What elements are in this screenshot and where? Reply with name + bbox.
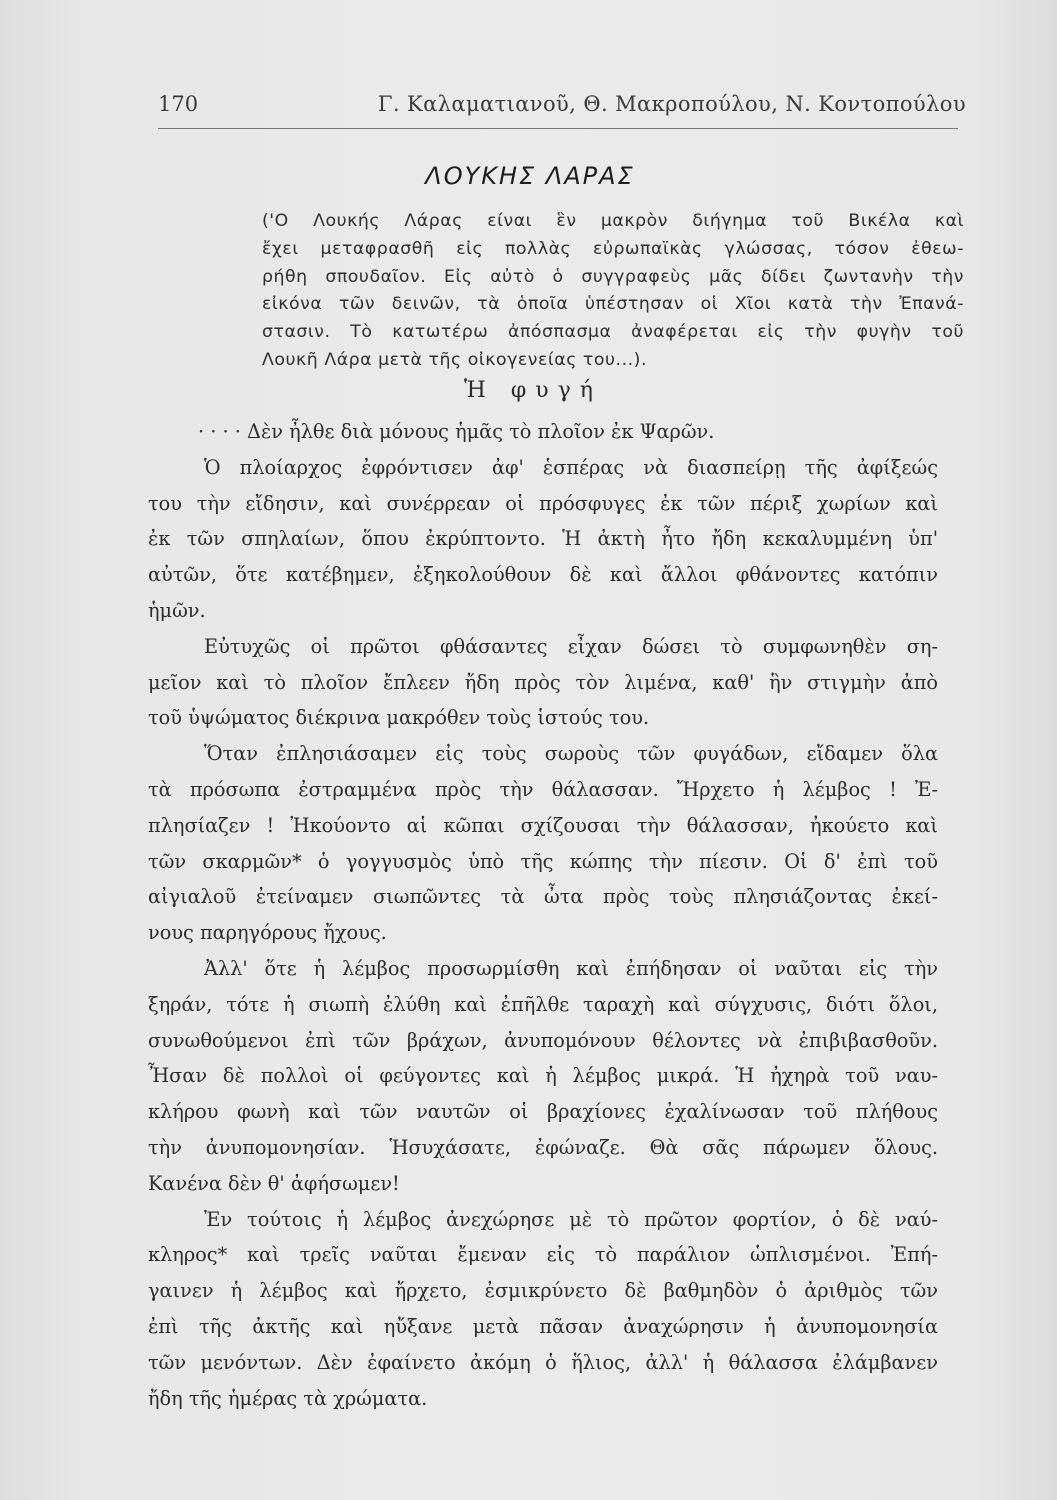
text-line: νους παρηγόρους ἤχους.	[148, 921, 387, 945]
text-line: γαινεν ἡ λέμβος καὶ ἤρχετο, ἐσμικρύνετο δὲ βαθμηδὸν ὁ ἀριθμὸς τῶν	[148, 1279, 938, 1303]
text-line: του τὴν εἴδησιν, καὶ συνέρρεαν οἱ πρόσφυγες ἐκ τῶν πέριξ χωρίων καὶ	[148, 491, 938, 515]
intro-paragraph	[262, 208, 964, 375]
header-authors: Γ. Καλαματιανοῦ, Θ. Μακροπούλου, Ν. Κοντοπούλου	[377, 92, 966, 116]
text-line: Εὐτυχῶς οἱ πρῶτοι φθάσαντες εἶχαν δώσει τὸ συμφωνηθὲν ση-	[204, 634, 938, 658]
running-header	[158, 88, 966, 129]
text-line: τὴν ἀνυπομονησίαν. Ἡσυχάσατε, ἐφώναζε. Θὰ σᾶς πάρωμεν ὅλους.	[148, 1135, 938, 1159]
text-line: Κανένα δὲν θ' ἀφήσωμεν!	[148, 1171, 400, 1195]
intro-line: Λουκῆ Λάρα μετὰ τῆς οἰκογενείας του...).	[262, 349, 648, 370]
text-line: ξηράν, τότε ἡ σιωπὴ ἐλύθη καὶ ἐπῆλθε ταραχὴ καὶ σύγχυσις, διότι ὅλοι,	[148, 992, 938, 1016]
text-line: συνωθούμενοι ἐπὶ τῶν βράχων, ἀνυπομόνουν θέλοντες νὰ ἐπιβιβασθοῦν.	[148, 1028, 938, 1052]
text-line: Ἀλλ' ὅτε ἡ λέμβος προσωρμίσθη καὶ ἐπήδησαν οἱ ναῦται εἰς τὴν	[204, 956, 938, 980]
text-line: μεῖον καὶ τὸ πλοῖον ἔπλεεν ἤδη πρὸς τὸν λιμένα, καθ' ἣν στιγμὴν ἀπὸ	[148, 670, 938, 694]
intro-line: ρήθη σπουδαῖον. Εἰς αὐτὸ ὁ συγγραφεὺς μᾶς δίδει ζωντανὴν τὴν	[262, 266, 964, 287]
text-line: αὐτῶν, ὅτε κατέβημεν, ἐξηκολούθουν δὲ καὶ ἄλλοι φθάνοντες κατόπιν	[148, 563, 938, 587]
text-line: τοῦ ὑψώματος διέκρινα μακρόθεν τοὺς ἱστούς του.	[148, 706, 650, 730]
subtitle: Ἡ φυγή	[464, 378, 602, 403]
intro-line: ἔχει μεταφρασθῆ εἰς πολλὰς εὐρωπαϊκὰς γλώσσας, τόσον ἐθεω-	[262, 238, 964, 259]
text-line: τῶν σκαρμῶν* ὁ γογγυσμὸς ὑπὸ τῆς κώπης τὴν πίεσιν. Οἱ δ' ἐπὶ τοῦ	[148, 849, 938, 873]
text-line: τῶν μενόντων. Δὲν ἐφαίνετο ἀκόμη ὁ ἥλιος, ἀλλ' ἡ θάλασσα ἐλάμβανεν	[148, 1350, 938, 1374]
text-line: Ὁ πλοίαρχος ἐφρόντισεν ἀφ' ἑσπέρας νὰ διασπείρῃ τῆς ἀφίξεώς	[204, 455, 938, 479]
text-line: Ἐν τούτοις ἡ λέμβος ἀνεχώρησε μὲ τὸ πρῶτον φορτίον, ὁ δὲ ναύ-	[204, 1207, 938, 1231]
intro-line: ('Ο Λουκής Λάρας είναι ἓν μακρὸν διήγημα τοῦ Βικέλα καὶ	[262, 211, 964, 231]
text-line: τὰ πρόσωπα ἐστραμμένα πρὸς τὴν θάλασσαν. Ἤρχετο ἡ λέμβος ! Ἐ-	[148, 777, 938, 801]
section-title: ΛΟΥΚΗΣ ΛΑΡΑΣ	[425, 162, 635, 190]
text-line: Ὅταν ἐπλησιάσαμεν εἰς τοὺς σωροὺς τῶν φυγάδων, εἴδαμεν ὅλα	[204, 742, 938, 766]
text-line: κλήρου φωνὴ καὶ τῶν ναυτῶν οἱ βραχίονες ἐχαλίνωσαν τοῦ πλήθους	[148, 1100, 938, 1124]
text-line: αἰγιαλοῦ ἐτείναμεν σιωπῶντες τὰ ὦτα πρὸς τοὺς πλησιάζοντας ἐκεί-	[148, 885, 938, 909]
text-line: · · · · Δὲν ἦλθε διὰ μόνους ἡμᾶς τὸ πλοῖον ἐκ Ψαρῶν.	[198, 420, 715, 443]
intro-line: στασιν. Τὸ κατωτέρω ἀπόσπασμα ἀναφέρεται εἰς τὴν φυγὴν τοῦ	[262, 322, 964, 343]
text-line: κληρος* καὶ τρεῖς ναῦται ἔμεναν εἰς τὸ παράλιον ὡπλισμένοι. Ἐπή-	[148, 1243, 938, 1267]
intro-line: εἰκόνα τῶν δεινῶν, τὰ ὁποῖα ὑπέστησαν οἱ Χῖοι κατὰ τὴν Ἐπανά-	[262, 294, 964, 315]
text-line: Ἦσαν δὲ πολλοὶ οἱ φεύγοντες καὶ ἡ λέμβος μικρά. Ἡ ἠχηρὰ τοῦ ναυ-	[148, 1064, 938, 1088]
text-line: πλησίαζεν ! Ἠκούοντο αἱ κῶπαι σχίζουσαι τὴν θάλασσαν, ἠκούετο καὶ	[148, 813, 938, 837]
text-line: ἐκ τῶν σπηλαίων, ὅπου ἐκρύπτοντο. Ἡ ἀκτὴ ἦτο ἤδη κεκαλυμμένη ὑπ'	[148, 527, 938, 551]
body-text	[148, 414, 938, 1416]
page-number: 170	[158, 92, 199, 116]
text-line: ἡμῶν.	[148, 598, 206, 622]
text-line: ἤδη τῆς ἡμέρας τὰ χρώματα.	[148, 1386, 428, 1410]
text-line: ἐπὶ τῆς ἀκτῆς καὶ ηὔξανε μετὰ πᾶσαν ἀναχώρησιν ἡ ἀνυπομονησία	[148, 1314, 938, 1338]
